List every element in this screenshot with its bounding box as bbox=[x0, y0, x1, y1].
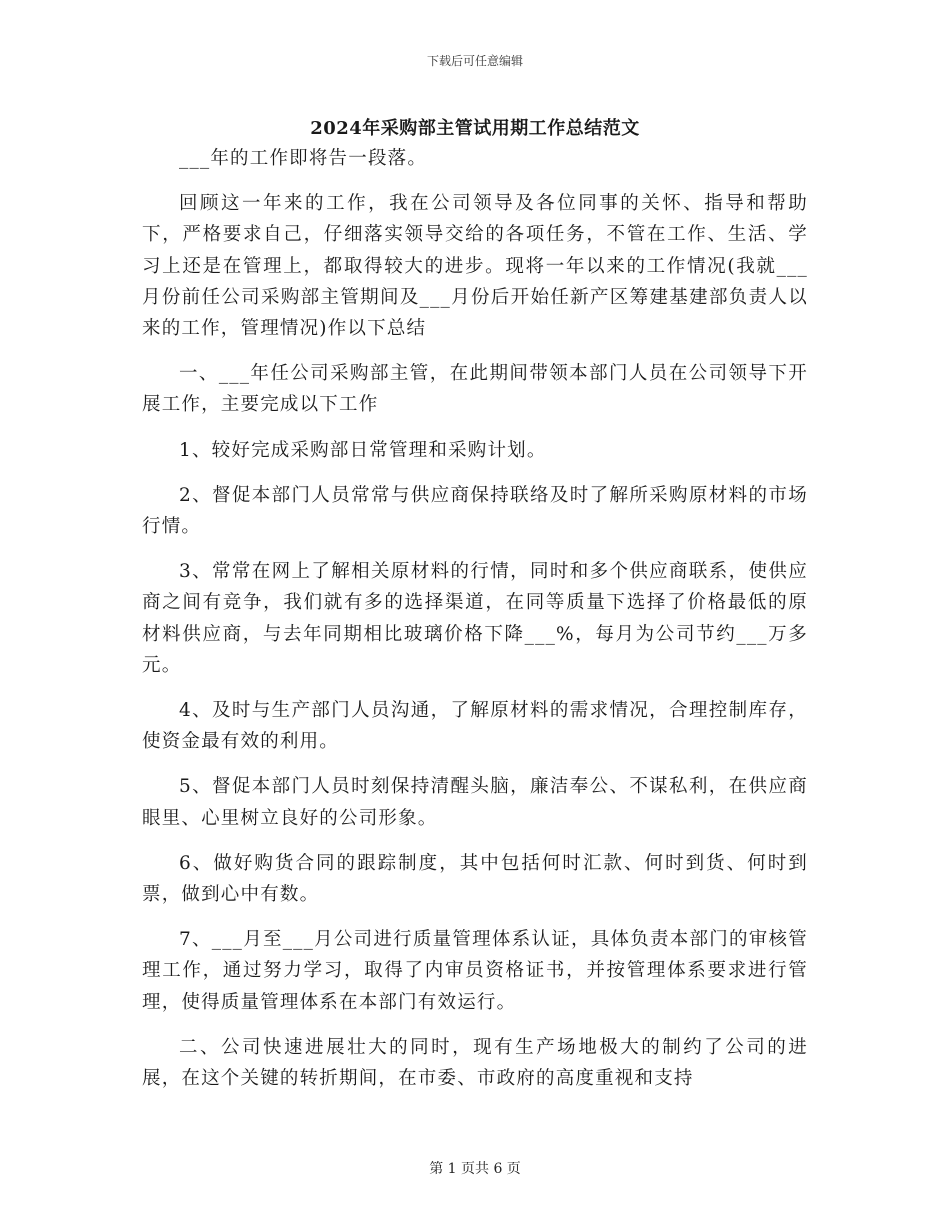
paragraph: 5、督促本部门人员时刻保持清醒头脑，廉洁奉公、不谋私利，在供应商眼里、心里树立良好的公司形象。 bbox=[142, 776, 808, 829]
document-body bbox=[142, 143, 808, 1108]
paragraph: 6、做好购货合同的跟踪制度，其中包括何时汇款、何时到货、何时到票，做到心中有数。 bbox=[142, 852, 808, 906]
page-header: 下载后可任意编辑 bbox=[426, 54, 523, 68]
paragraph: 回顾这一年来的工作，我在公司领导及各位同事的关怀、指导和帮助下，严格要求自己，仔细落实领导交给的各项任务，不管在工作、生活、学习上还是在管理上，都取得较大的进步。现将一年以来的工作情况(我就___月份前任公司采购部主管期间及___月份后开始任新产区筹建基建部负责人以来的工作，管理情况)作以下总结 bbox=[142, 193, 808, 340]
document-title: 2024年采购部主管试用期工作总结范文 bbox=[310, 118, 640, 139]
page-footer: 第 1 页共 6 页 bbox=[429, 1161, 521, 1177]
paragraph: 3、常常在网上了解相关原材料的行情，同时和多个供应商联系，使供应商之间有竞争，我们就有多的选择渠道，在同等质量下选择了价格最低的原材料供应商，与去年同期相比玻璃价格下降___%，每月为公司节约___万多元。 bbox=[142, 561, 808, 676]
paragraph: 一、___年任公司采购部主管，在此期间带领本部门人员在公司领导下开展工作，主要完成以下工作 bbox=[142, 363, 808, 416]
paragraph: ___年的工作即将告一段落。 bbox=[179, 148, 428, 169]
paragraph: 1、较好完成采购部日常管理和采购计划。 bbox=[179, 439, 547, 461]
paragraph: 4、及时与生产部门人员沟通，了解原材料的需求情况，合理控制库存，使资金最有效的利用。 bbox=[142, 700, 808, 753]
paragraph: 7、___月至___月公司进行质量管理体系认证，具体负责本部门的审核管理工作，通过努力学习，取得了内审员资格证书，并按管理体系要求进行管理，使得质量管理体系在本部门有效运行。 bbox=[142, 929, 808, 1013]
paragraph: 二、公司快速进展壮大的同时，现有生产场地极大的制约了公司的进展，在这个关键的转折期间，在市委、市政府的高度重视和支持 bbox=[142, 1036, 808, 1090]
paragraph: 2、督促本部门人员常常与供应商保持联络及时了解所采购原材料的市场行情。 bbox=[142, 484, 808, 538]
